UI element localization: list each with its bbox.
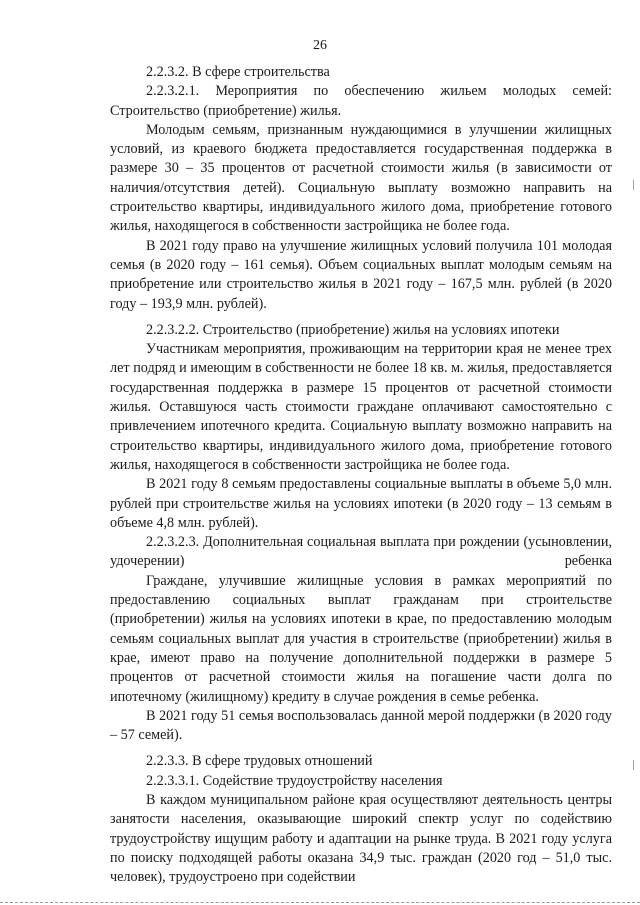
section-heading-construction: 2.2.3.2. В сфере строительства xyxy=(146,64,330,80)
scan-artifact-mark xyxy=(633,180,634,190)
page-number: 26 xyxy=(313,38,327,53)
subsection-heading-mortgage: 2.2.3.2.2. Строительство (приобретение) жилья на условиях ипотеки xyxy=(146,321,560,338)
section-heading-labour: 2.2.3.3. В сфере трудовых отношений xyxy=(146,753,373,770)
paragraph-employment-centers: В каждом муниципальном районе края осуществляют деятельность центры занятости населения, оказывающие широкий спектр услуг по содействию трудоустройству ищущим работу и адаптации на рынке труда. В 2021 году услуга по поиску подходящей работы оказана 34,9 тыс. граждан (2020 год – 51,0 тыс. человек), трудоустроено при содействии xyxy=(110,791,612,886)
subsection-heading-employment: 2.2.3.3.1. Содействие трудоустройству населения xyxy=(146,772,443,789)
paragraph-child-birth-2021: В 2021 году 51 семья воспользовалась данной мерой поддержки (в 2020 году – 57 семей). xyxy=(110,707,612,744)
scan-bottom-edge xyxy=(0,902,640,903)
subsection-heading-young-families: 2.2.3.2.1. Мероприятия по обеспечению жильем молодых семей: Строительство (приобретение) жилья. xyxy=(110,83,612,119)
paragraph-mortgage-2021: В 2021 году 8 семьям предоставлены социальные выплаты в объеме 5,0 млн. рублей при строительстве жилья на условиях ипотеки (в 2020 году – 13 семьям в объеме 4,8 млн. рублей). xyxy=(110,476,612,531)
paragraph-young-families-support: Молодым семьям, признанным нуждающимися в улучшении жилищных условий, из краевого бюджета предоставляется государственная поддержка в размере 30 – 35 процентов от расчетной стоимости жилья (в зависимости от наличия/отсутствия детей). Социальную выплату возможно направить на строительство квартиры, индивидуального жилого дома, приобретение готового жилья, находящегося в собственности застройщика не более года. xyxy=(110,121,612,235)
subsection-heading-child-birth: 2.2.3.2.3. Дополнительная социальная выплата при рождении (усыновлении, удочерении) ребенка xyxy=(110,534,612,570)
paragraph-mortgage-support: Участникам мероприятия, проживающим на территории края не менее трех лет подряд и имеющим в собственности не более 18 кв. м. жилья, предоставляется государственная поддержка в размере 15 процентов от расчетной стоимости жилья. Оставшуюся часть стоимости граждане оплачивают самостоятельно с привлечением ипотечного кредита. Социальную выплату возможно направить на строительство квартиры, индивидуального жилого дома, приобретение готового жилья, находящегося в собственности застройщика не более года. xyxy=(110,341,612,473)
document-body xyxy=(110,63,612,887)
paragraph-young-families-2021: В 2021 году право на улучшение жилищных условий получила 101 молодая семья (в 2020 году – 161 семья). Объем социальных выплат молодым семьям на приобретение или строительство жилья в 2021 году – 167,5 млн. рублей (в 2020 году – 193,9 млн. рублей). xyxy=(110,237,612,312)
paragraph-child-birth-support: Граждане, улучившие жилищные условия в рамках мероприятий по предоставлению социальных выплат гражданам при строительстве (приобретении) жилья на условиях ипотеки в крае, по предоставлению молодым семьям социальных выплат для участия в строительстве (приобретении) жилья в крае, имеют право на получение дополнительной поддержки в размере 5 процентов от расчетной стоимости жилья на погашение части долга по ипотечному (жилищному) кредиту в случае рождения в семье ребенка. xyxy=(110,572,612,705)
scan-artifact-mark xyxy=(633,760,634,770)
